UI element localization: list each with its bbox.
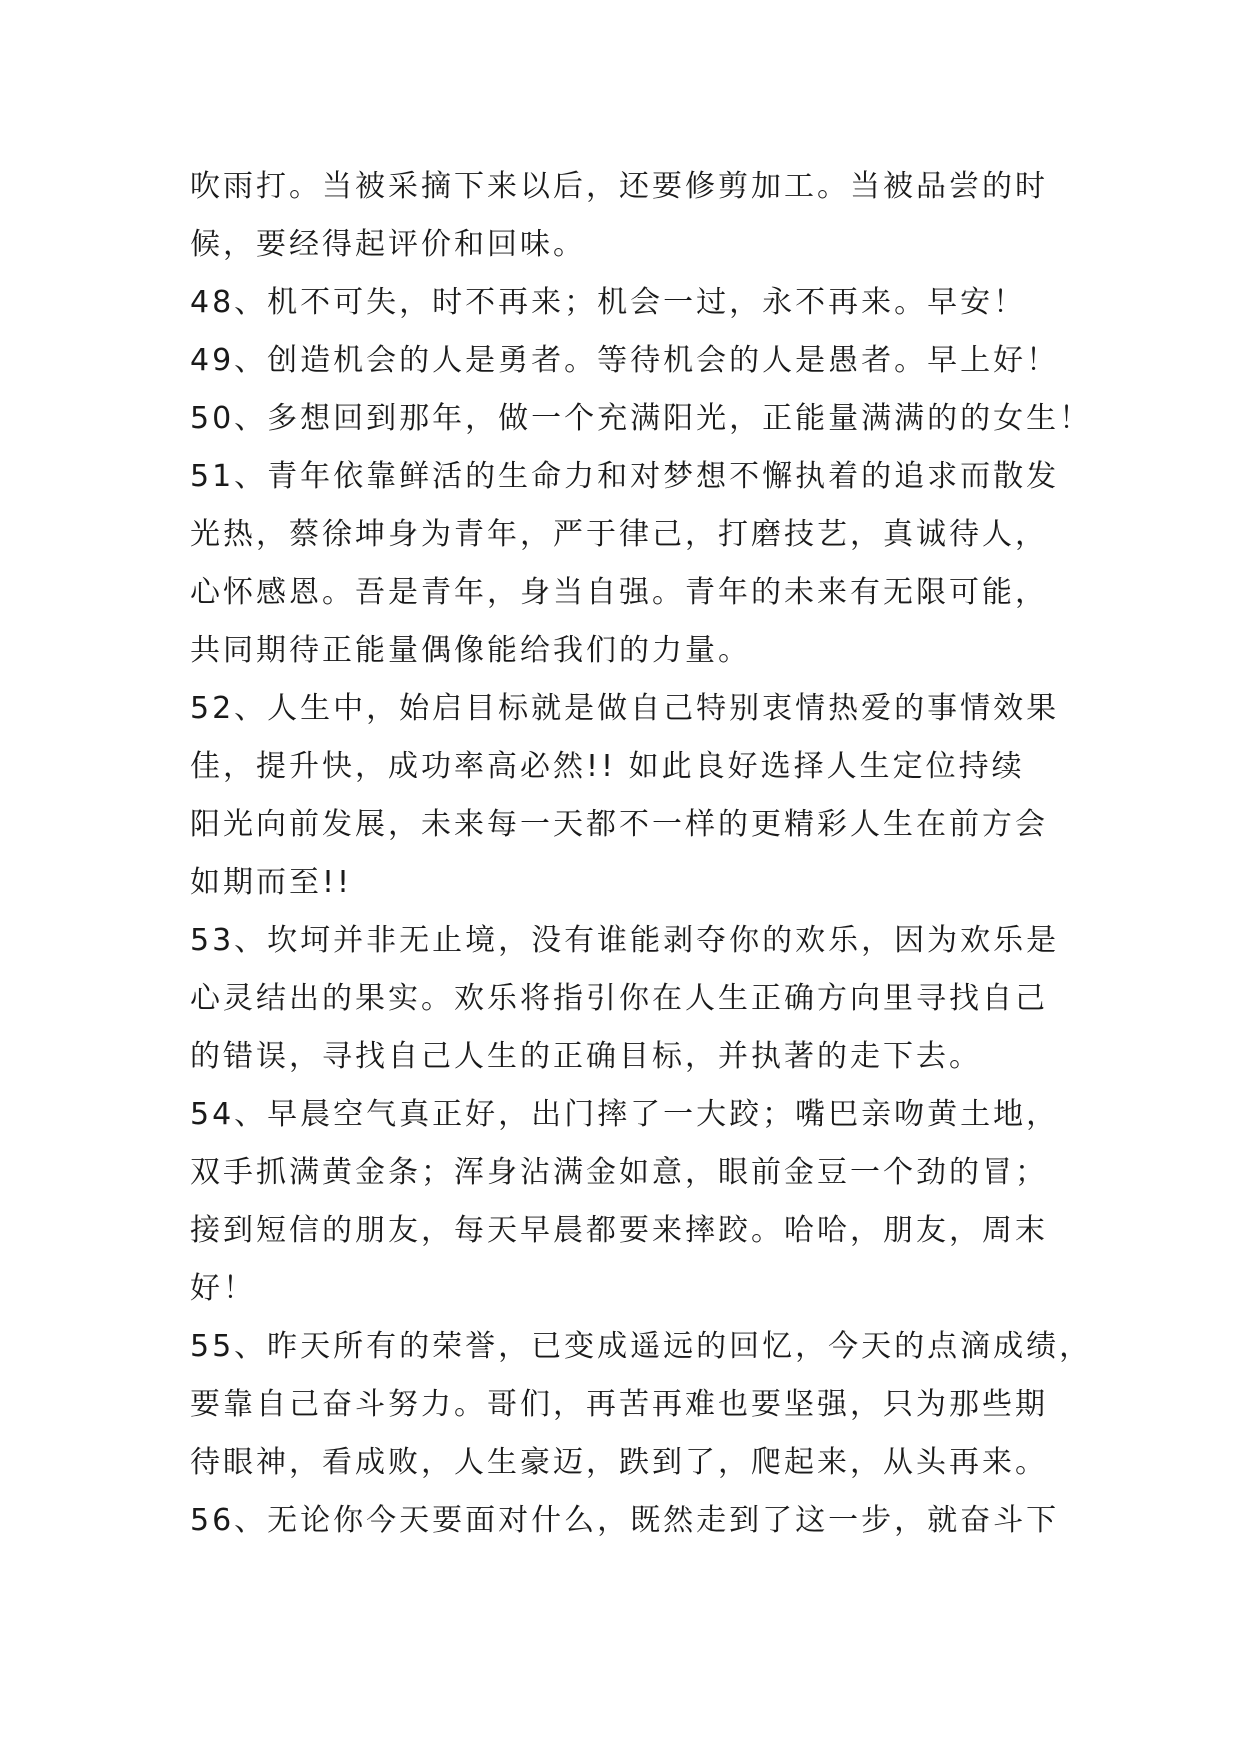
text-line: 56、无论你今天要面对什么，既然走到了这一步，就奋斗下 (190, 1503, 1060, 1538)
text-line: 48、机不可失，时不再来；机会一过，永不再来。早安！ (190, 285, 1027, 320)
text-line: 双手抓满黄金条；浑身沾满金如意，眼前金豆一个劲的冒； (190, 1155, 1048, 1190)
text-line: 53、坎坷并非无止境，没有谁能剥夺你的欢乐，因为欢乐是 (190, 923, 1060, 958)
text-line: 52、人生中，始启目标就是做自己特别衷情热爱的事情效果 (190, 691, 1060, 726)
text-line: 心灵结出的果实。欢乐将指引你在人生正确方向里寻找自己 (190, 981, 1048, 1016)
text-line: 好！ (190, 1271, 256, 1306)
text-line: 候，要经得起评价和回味。 (190, 227, 586, 262)
text-line: 光热，蔡徐坤身为青年，严于律己，打磨技艺，真诚待人， (190, 517, 1048, 552)
text-line: 阳光向前发展，未来每一天都不一样的更精彩人生在前方会 (190, 807, 1048, 842)
text-line: 49、创造机会的人是勇者。等待机会的人是愚者。早上好！ (190, 343, 1060, 378)
text-line: 心怀感恩。吾是青年，身当自强。青年的未来有无限可能， (190, 575, 1048, 610)
text-line: 要靠自己奋斗努力。哥们，再苦再难也要坚强，只为那些期 (190, 1387, 1048, 1422)
text-line: 55、昨天所有的荣誉，已变成遥远的回忆，今天的点滴成绩， (190, 1329, 1093, 1364)
text-line: 佳，提升快，成功率高必然!! 如此良好选择人生定位持续 (190, 749, 1025, 784)
text-line: 共同期待正能量偶像能给我们的力量。 (190, 633, 751, 668)
text-line: 吹雨打。当被采摘下来以后，还要修剪加工。当被品尝的时 (190, 169, 1048, 204)
text-line: 54、早晨空气真正好，出门摔了一大跤；嘴巴亲吻黄土地， (190, 1097, 1060, 1132)
text-line: 接到短信的朋友，每天早晨都要来摔跤。哈哈，朋友，周末 (190, 1213, 1048, 1248)
text-line: 待眼神，看成败，人生豪迈，跌到了，爬起来，从头再来。 (190, 1445, 1048, 1480)
text-line: 50、多想回到那年，做一个充满阳光，正能量满满的的女生！ (190, 401, 1093, 436)
text-line: 如期而至!! (190, 865, 353, 900)
text-line: 51、青年依靠鲜活的生命力和对梦想不懈执着的追求而散发 (190, 459, 1060, 494)
document-body (190, 158, 1093, 1550)
text-line: 的错误，寻找自己人生的正确目标，并执著的走下去。 (190, 1039, 982, 1074)
